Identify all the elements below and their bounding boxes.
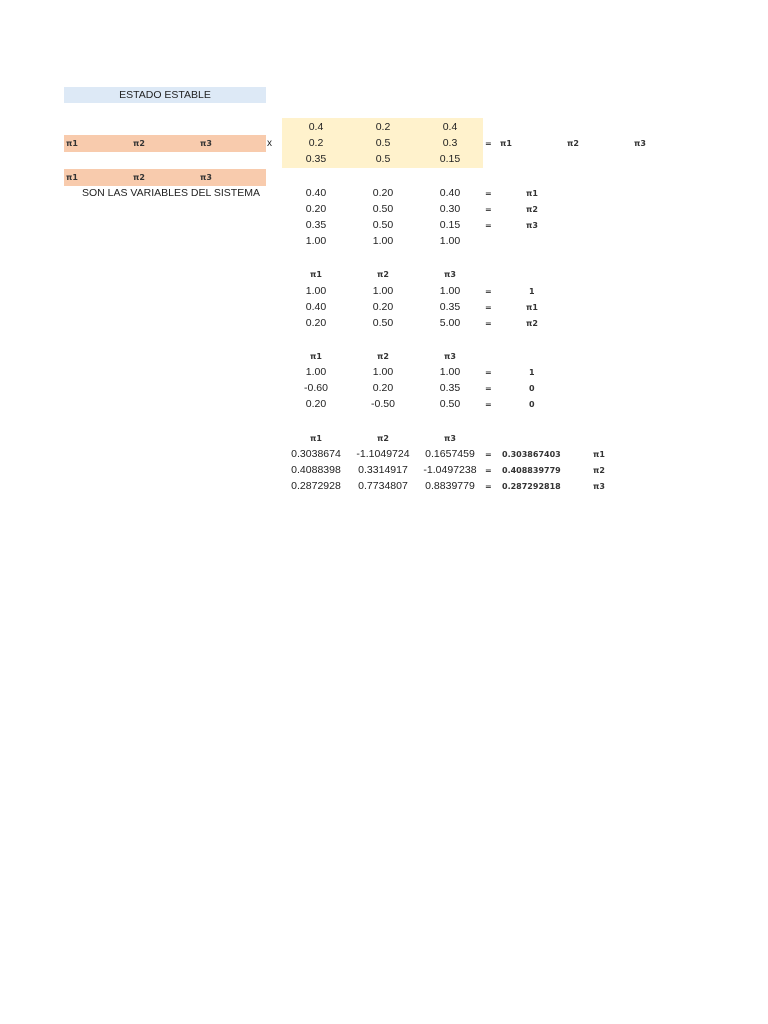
b2-cell: 0.50: [372, 317, 394, 329]
variables-row-band-2: [64, 169, 266, 186]
b1-cell: 0.20: [372, 187, 394, 199]
b2-header: π3: [444, 270, 456, 279]
b1-cell: 0.15: [439, 219, 461, 231]
matrix-cell: 0.35: [305, 153, 327, 165]
b2-cell: 0.20: [305, 317, 327, 329]
b1-cell: 0.30: [439, 203, 461, 215]
b4-eq: =: [485, 466, 492, 475]
b2-eq: =: [485, 303, 492, 312]
b3-cell: 0.50: [439, 398, 461, 410]
matrix-cell: 0.3: [442, 137, 458, 149]
b3-cell: -0.50: [371, 398, 395, 410]
multiply-sign: x: [267, 138, 272, 149]
result-pi1: π1: [500, 139, 512, 148]
b3-cell: 0.20: [305, 398, 327, 410]
matrix-cell: 0.4: [442, 121, 458, 133]
b1-cell: 0.50: [372, 203, 394, 215]
b4-cell: -1.1049724: [356, 448, 410, 460]
b3-header: π3: [444, 352, 456, 361]
b1-cell: 0.35: [305, 219, 327, 231]
b1-cell: 0.40: [305, 187, 327, 199]
b1-rhs: π1: [526, 189, 538, 198]
b4-cell: 0.3038674: [291, 448, 341, 460]
b2-rhs: π1: [526, 303, 538, 312]
b4-cell: 0.3314917: [358, 464, 408, 476]
b3-header: π1: [310, 352, 322, 361]
b3-eq: =: [485, 368, 492, 377]
b3-cell: 1.00: [439, 366, 461, 378]
b2-rhs: 1: [529, 287, 535, 296]
b2-eq: =: [485, 287, 492, 296]
b1-cell: 0.50: [372, 219, 394, 231]
title-estado-estable: ESTADO ESTABLE: [64, 87, 266, 103]
b4-cell: 0.7734807: [358, 480, 408, 492]
b2-header: π2: [377, 270, 389, 279]
b2-cell: 1.00: [372, 285, 394, 297]
b4-cell: 0.1657459: [425, 448, 475, 460]
matrix-cell: 0.15: [439, 153, 461, 165]
b2-header: π1: [310, 270, 322, 279]
matrix-cell: 0.4: [308, 121, 324, 133]
system-variables-note: SON LAS VARIABLES DEL SISTEMA: [82, 187, 260, 199]
b4-result: 0.303867403: [502, 450, 561, 459]
b4-header: π1: [310, 434, 322, 443]
b1-cell: 1.00: [305, 235, 327, 247]
matrix-cell: 0.5: [375, 137, 391, 149]
b2-cell: 1.00: [305, 285, 327, 297]
b4-label: π2: [593, 466, 605, 475]
b1-cell: 0.20: [305, 203, 327, 215]
matrix-cell: 0.2: [375, 121, 391, 133]
var2-pi3: π3: [200, 173, 212, 182]
b3-header: π2: [377, 352, 389, 361]
b4-cell: 0.8839779: [425, 480, 475, 492]
variables-row-band: [64, 135, 266, 152]
b2-rhs: π2: [526, 319, 538, 328]
b4-eq: =: [485, 450, 492, 459]
var2-pi2: π2: [133, 173, 145, 182]
b1-eq: =: [485, 189, 492, 198]
b3-cell: 1.00: [305, 366, 327, 378]
b1-cell: 1.00: [439, 235, 461, 247]
b4-cell: -1.0497238: [423, 464, 477, 476]
b3-cell: 0.20: [372, 382, 394, 394]
b2-cell: 0.35: [439, 301, 461, 313]
b2-cell: 0.40: [305, 301, 327, 313]
b3-rhs: 0: [529, 400, 535, 409]
b3-rhs: 1: [529, 368, 535, 377]
b2-cell: 1.00: [439, 285, 461, 297]
b2-cell: 0.20: [372, 301, 394, 313]
b4-header: π3: [444, 434, 456, 443]
b1-eq: =: [485, 221, 492, 230]
b3-eq: =: [485, 400, 492, 409]
b1-rhs: π2: [526, 205, 538, 214]
var-pi2: π2: [133, 139, 145, 148]
matrix-cell: 0.5: [375, 153, 391, 165]
b4-cell: 0.4088398: [291, 464, 341, 476]
b3-eq: =: [485, 384, 492, 393]
b2-cell: 5.00: [439, 317, 461, 329]
b2-eq: =: [485, 319, 492, 328]
b3-cell: 1.00: [372, 366, 394, 378]
matrix-cell: 0.2: [308, 137, 324, 149]
var-pi3: π3: [200, 139, 212, 148]
b1-rhs: π3: [526, 221, 538, 230]
b1-eq: =: [485, 205, 492, 214]
b3-cell: -0.60: [304, 382, 328, 394]
result-pi3: π3: [634, 139, 646, 148]
b4-label: π1: [593, 450, 605, 459]
b3-rhs: 0: [529, 384, 535, 393]
b4-label: π3: [593, 482, 605, 491]
b4-header: π2: [377, 434, 389, 443]
var2-pi1: π1: [66, 173, 78, 182]
b4-cell: 0.2872928: [291, 480, 341, 492]
b3-cell: 0.35: [439, 382, 461, 394]
b4-result: 0.287292818: [502, 482, 561, 491]
equals-sign: =: [485, 139, 492, 148]
b1-cell: 0.40: [439, 187, 461, 199]
b4-result: 0.408839779: [502, 466, 561, 475]
var-pi1: π1: [66, 139, 78, 148]
result-pi2: π2: [567, 139, 579, 148]
b4-eq: =: [485, 482, 492, 491]
b1-cell: 1.00: [372, 235, 394, 247]
